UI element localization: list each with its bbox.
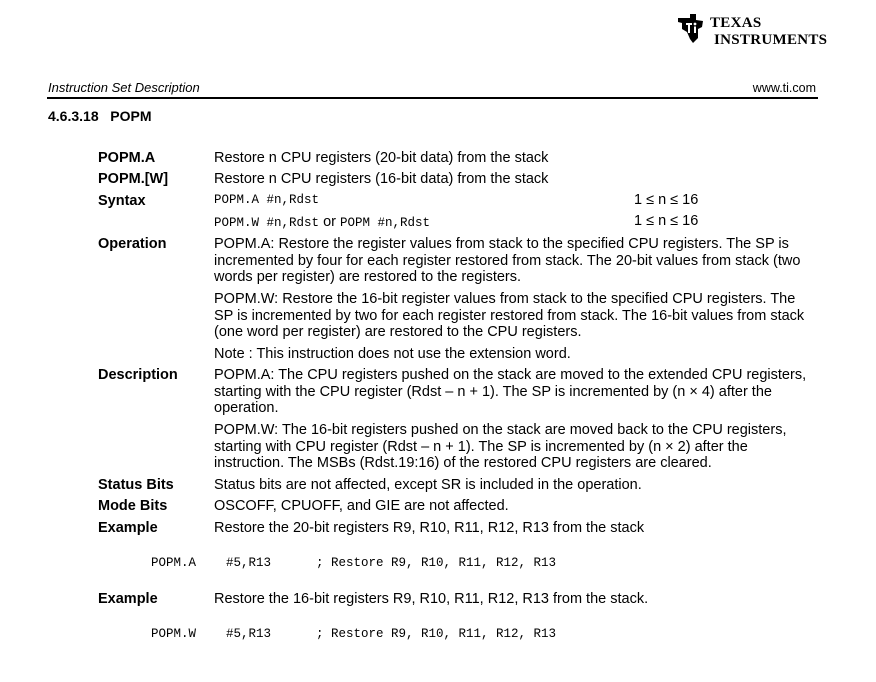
- syntax-line1: POPM.A #n,Rdst: [214, 193, 320, 207]
- mode-bits-text: OSCOFF, CPUOFF, and GIE are not affected.: [214, 498, 509, 514]
- description-label: Description: [98, 367, 178, 383]
- example2-code-args: #5,R13: [226, 627, 272, 641]
- mnemonic-popm-w: POPM.[W]: [98, 171, 169, 187]
- example1-text: Restore the 20-bit registers R9, R10, R11, R12, R13 from the stack: [214, 520, 645, 536]
- header-title: Instruction Set Description: [48, 80, 200, 95]
- syntax-line2-b: POPM #n,Rdst: [340, 216, 431, 230]
- status-bits-text: Status bits are not affected, except SR is included in the operation.: [214, 477, 642, 493]
- operation-para-w: POPM.W: Restore the 16-bit register values from stack to the specified CPU registers. The SP is incremented by two for each register restored from stack. The 16-bit values from stack (one word per register) are restored to the CPU registers.: [214, 291, 805, 340]
- example1-code-comment: ; Restore R9, R10, R11, R12, R13: [316, 556, 557, 570]
- ti-logo: [676, 12, 828, 48]
- example2-text: Restore the 16-bit registers R9, R10, R11, R12, R13 from the stack.: [214, 591, 649, 607]
- example2-code-op: POPM.W: [151, 627, 197, 641]
- header-rule: [47, 97, 818, 99]
- status-bits-label: Status Bits: [98, 477, 174, 493]
- syntax-line2: [214, 214, 430, 230]
- example2-code-comment: ; Restore R9, R10, R11, R12, R13: [316, 627, 557, 641]
- mnemonic-popm-a: POPM.A: [98, 150, 156, 166]
- syntax-label: Syntax: [98, 193, 146, 209]
- operation-label: Operation: [98, 236, 167, 252]
- section-heading: [48, 108, 152, 124]
- example1-label: Example: [98, 520, 158, 536]
- operation-para-a: POPM.A: Restore the register values from stack to the specified CPU registers. The SP is incremented by four for each register restored from stack. The 20-bit values from stack (two words per register) are restored to the registers.: [214, 236, 801, 285]
- mode-bits-label: Mode Bits: [98, 498, 168, 514]
- header-url: www.ti.com: [752, 81, 816, 95]
- syntax-line2-a: POPM.W #n,Rdst: [214, 216, 320, 230]
- section-number: 4.6.3.18: [48, 108, 99, 124]
- syntax-range2: 1 ≤ n ≤ 16: [634, 213, 699, 229]
- example1-code-args: #5,R13: [226, 556, 272, 570]
- example2-label: Example: [98, 591, 158, 607]
- mnemonic-popm-a-desc: Restore n CPU registers (20-bit data) from the stack: [214, 150, 549, 166]
- description-para-a: POPM.A: The CPU registers pushed on the stack are moved to the extended CPU registers, starting with the CPU register (Rdst – n + 1). The SP is incremented by (n × 4) after the operation.: [214, 367, 807, 416]
- syntax-or: or: [323, 214, 336, 230]
- example1-code-op: POPM.A: [151, 556, 197, 570]
- ti-logo-icon: [676, 12, 706, 44]
- description-para-w: POPM.W: The 16-bit registers pushed on the stack are moved back to the CPU registers, starting with CPU register (Rdst – n + 1). The SP is incremented by (n × 2) after the instruction. The MSBs (Rdst.19:16) of the restored CPU registers are cleared.: [214, 422, 787, 471]
- logo-text-line2: INSTRUMENTS: [714, 32, 828, 48]
- section-title: POPM: [110, 108, 152, 124]
- mnemonic-popm-w-desc: Restore n CPU registers (16-bit data) from the stack: [214, 171, 549, 187]
- syntax-range1: 1 ≤ n ≤ 16: [634, 192, 699, 208]
- logo-text-line1: TEXAS: [710, 15, 762, 31]
- operation-note: Note : This instruction does not use the extension word.: [214, 346, 571, 362]
